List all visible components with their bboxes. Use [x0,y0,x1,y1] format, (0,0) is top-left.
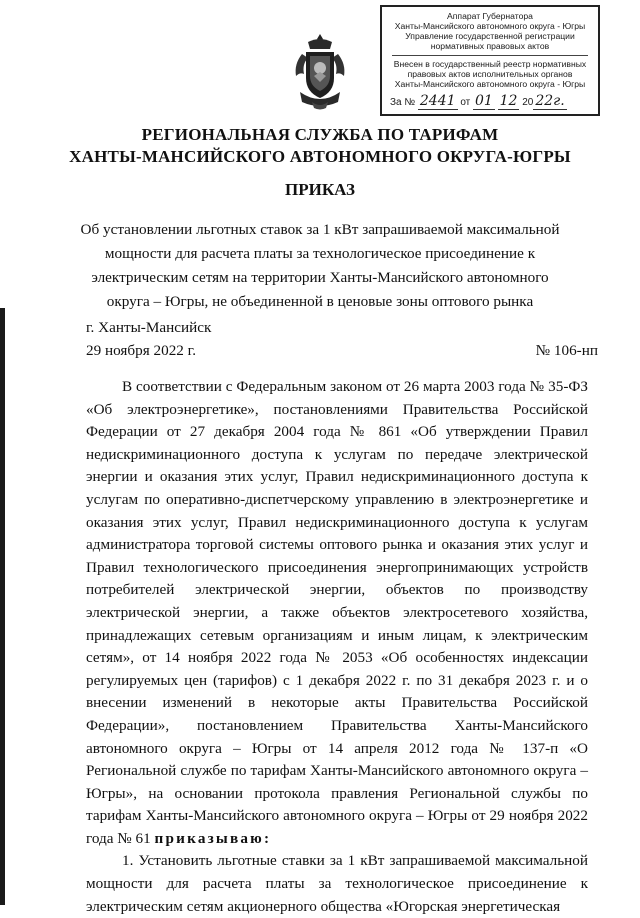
stamp-line: Управление государственной регистрации [405,31,575,41]
stamp-reg-year: 22г. [535,93,565,109]
stamp-line: Внесен в государственный реестр нормативных [393,59,587,69]
preamble-paragraph [86,376,588,850]
stamp-reg-prefix: За № [390,97,416,108]
registration-stamp [380,5,600,116]
stamp-line: Аппарат Губернатора [447,11,533,21]
order-number: № 106-нп [535,342,598,359]
order-subject: Об установлении льготных ставок за 1 кВт запрашиваемой максимальной мощности для расчета платы за технологическое присоединение к электрическим сетям на территории Ханты-Мансийского автономного округа – Югры, не объединенной в ценовые зоны оптового рынка [80,221,560,310]
stamp-divider [392,55,588,56]
stamp-reg-year-prefix: 20 [522,97,534,108]
org-line-1: РЕГИОНАЛЬНАЯ СЛУЖБА ПО ТАРИФАМ [141,125,499,144]
stamp-reg-from: от [460,97,471,108]
clause-1-paragraph: 1. Установить льготные ставки за 1 кВт запрашиваемой максимальной мощности для расчета платы за технологическое присоединение к электрическим сетям акционерного общества «Югорская энергетическая [86,852,588,915]
stamp-reg-day: 01 [475,93,493,109]
stamp-line: нормативных правовых актов [430,41,550,51]
stamp-reg-number: 2441 [419,93,456,109]
document-type: ПРИКАЗ [285,180,355,199]
order-keyword: приказываю: [154,829,272,847]
issue-date: 29 ноября 2022 г. [86,342,196,359]
org-line-2: ХАНТЫ-МАНСИЙСКОГО АВТОНОМНОГО ОКРУГА-ЮГРЫ [69,147,571,166]
preamble-text: В соответствии с Федеральным законом от 26 марта 2003 года № 35-ФЗ «Об электроэнергетике», постановлениями Правительства Российской Федерации от 27 декабря 2004 года № 861 «Об утверждении Правил недискриминационного доступа к услугам по передаче электрической энергии и оказания этих услуг, Правил недискриминационного доступа к услугам по оперативно-диспетчерскому управлению в электроэнергетике и оказания этих услуг, Правил недискриминационного доступа к услугам администратора торговой системы оптового рынка и оказания этих услуг и Правил технологического присоединения энергопринимающих устройств потребителей электрической энергии, объектов по производству электрической энергии, а также объектов электросетевого хозяйства, принадлежащих сетевым организациям и иным лицам, к электрическим сетям», от 14 ноября 2022 года № 2053 «Об особенностях индексации регулируемых цен (тарифов) с 1 декабря 2022 г. по 31 декабря 2023 г. и о внесении изменений в некоторые акты Правительства Российской Федерации», постановлением Правительства Ханты-Мансийского автономного округа – Югры от 14 апреля 2012 года № 137-п «О Региональной службе по тарифам Ханты-Мансийского автономного округа – Югры», на основании протокола правления Региональной службы по тарифам Ханты-Мансийского автономного округа – Югры от 29 ноября 2022 года № 61 [86,378,588,847]
stamp-line: Ханты-Мансийского автономного округа - Югры [394,79,586,89]
scan-edge-rule [0,308,5,905]
stamp-reg-month: 12 [499,93,518,109]
coat-of-arms-emblem [292,32,348,112]
stamp-registration-line [390,93,592,109]
organization-name [0,124,640,168]
order-body [86,376,588,918]
stamp-line: Ханты-Мансийского автономного округа - Югры [394,21,586,31]
place-of-issue: г. Ханты-Мансийск [86,319,212,336]
stamp-line: правовых актов исполнительных органов [407,69,573,79]
